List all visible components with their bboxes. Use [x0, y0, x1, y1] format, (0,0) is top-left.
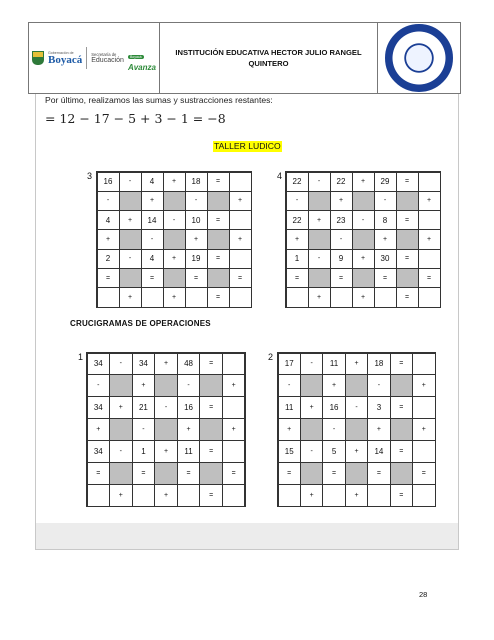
grid-cell: - — [185, 191, 208, 211]
grid-cell — [222, 484, 246, 507]
boyaca-logo-small: Gobernación de — [48, 50, 74, 55]
grid-cell: = — [199, 484, 223, 507]
grid-cell: - — [141, 229, 164, 249]
puzzle-number-1: 1 — [78, 352, 84, 362]
grid-cell — [322, 484, 345, 507]
logo-divider — [86, 47, 87, 69]
grid-cell: - — [87, 374, 111, 397]
grid-cell — [229, 210, 252, 230]
grid-cell: = — [390, 440, 413, 463]
grid-cell — [418, 172, 441, 192]
grid-cell: 10 — [185, 210, 208, 230]
puzzle-grid-4 — [285, 171, 441, 308]
formula: = 12 − 17 − 5 + 3 − 1 = −8 — [45, 111, 226, 126]
grid-cell: = — [199, 440, 223, 463]
shaded-cell — [109, 374, 133, 397]
grid-cell — [367, 484, 390, 507]
institution-title-line2: QUINTERO — [248, 59, 289, 68]
grid-cell: - — [308, 172, 331, 192]
grid-cell: - — [330, 229, 353, 249]
grid-cell: 34 — [132, 353, 156, 376]
grid-cell: + — [132, 374, 156, 397]
grid-cell: 9 — [330, 249, 353, 269]
grid-cell: + — [87, 418, 111, 441]
grid-cell: + — [345, 484, 368, 507]
grid-cell: = — [141, 268, 164, 288]
grid-cell — [412, 396, 435, 419]
puzzle-number-3: 3 — [87, 171, 93, 181]
grid-cell: 11 — [278, 396, 301, 419]
shaded-cell — [345, 418, 368, 441]
grid-cell: = — [278, 462, 301, 485]
grid-cell: + — [154, 353, 178, 376]
institution-title-line1: INSTITUCIÓN EDUCATIVA HECTOR JULIO RANGEL — [175, 48, 362, 57]
grid-cell: = — [374, 268, 397, 288]
grid-cell: + — [345, 353, 368, 376]
grid-cell: 15 — [278, 440, 301, 463]
shaded-cell — [300, 462, 323, 485]
grid-cell: + — [418, 229, 441, 249]
grid-cell: 5 — [322, 440, 345, 463]
grid-cell: = — [207, 210, 230, 230]
grid-cell: + — [367, 418, 390, 441]
grid-cell: = — [207, 172, 230, 192]
grid-cell: 18 — [185, 172, 208, 192]
grid-cell: 18 — [367, 353, 390, 376]
grid-cell: 30 — [374, 249, 397, 269]
grid-cell — [141, 287, 164, 307]
shaded-cell — [396, 229, 419, 249]
grid-cell — [229, 287, 252, 307]
grid-cell: = — [390, 353, 413, 376]
grid-cell: = — [390, 396, 413, 419]
grid-cell: + — [345, 440, 368, 463]
shaded-cell — [308, 191, 331, 211]
grid-cell — [132, 484, 156, 507]
grid-cell: = — [87, 462, 111, 485]
grid-cell: 16 — [322, 396, 345, 419]
grid-cell: + — [352, 249, 375, 269]
shaded-cell — [396, 191, 419, 211]
shaded-cell — [352, 191, 375, 211]
grid-cell: - — [278, 374, 301, 397]
shaded-cell — [163, 191, 186, 211]
shaded-cell — [396, 268, 419, 288]
grid-cell — [374, 287, 397, 307]
grid-cell — [222, 396, 246, 419]
grid-cell — [418, 210, 441, 230]
grid-cell: 29 — [374, 172, 397, 192]
shaded-cell — [119, 191, 142, 211]
grid-cell: + — [222, 418, 246, 441]
grid-cell — [412, 440, 435, 463]
grid-cell: = — [229, 268, 252, 288]
grid-cell — [412, 353, 435, 376]
secretaria-text: Secretaría de — [91, 51, 117, 57]
grid-cell: + — [177, 418, 201, 441]
grid-cell: = — [222, 462, 246, 485]
grid-cell: - — [109, 440, 133, 463]
shaded-cell — [300, 418, 323, 441]
page-header — [28, 22, 461, 94]
shaded-cell — [109, 462, 133, 485]
grid-cell: 4 — [141, 249, 164, 269]
grid-cell — [229, 249, 252, 269]
grid-cell: + — [229, 191, 252, 211]
grid-cell: + — [278, 418, 301, 441]
grid-cell: = — [177, 462, 201, 485]
grid-cell — [418, 249, 441, 269]
grid-cell: = — [199, 396, 223, 419]
grid-cell: - — [352, 210, 375, 230]
boyaca-shield-icon — [32, 51, 44, 65]
grid-cell: + — [119, 210, 142, 230]
grid-cell: - — [132, 418, 156, 441]
grid-cell: + — [229, 229, 252, 249]
header-logos — [29, 23, 160, 93]
intro-text: Por último, realizamos las sumas y sustracciones restantes: — [45, 95, 273, 105]
grid-cell: + — [109, 396, 133, 419]
grid-cell: 34 — [87, 440, 111, 463]
avanza-text: Avanza — [127, 62, 156, 72]
shaded-cell — [390, 462, 413, 485]
shaded-cell — [109, 418, 133, 441]
shaded-cell — [390, 374, 413, 397]
shaded-cell — [390, 418, 413, 441]
grid-cell: + — [163, 172, 186, 192]
boyaca-logo — [48, 51, 82, 66]
grid-cell: 4 — [97, 210, 120, 230]
shaded-cell — [199, 462, 223, 485]
grid-cell: 14 — [367, 440, 390, 463]
grid-cell: = — [396, 172, 419, 192]
grid-cell: = — [396, 287, 419, 307]
grid-cell: 23 — [330, 210, 353, 230]
avanza-logo — [128, 45, 156, 72]
shaded-cell — [300, 374, 323, 397]
grid-cell: = — [185, 268, 208, 288]
puzzle-number-4: 4 — [277, 171, 283, 181]
grid-cell: 14 — [141, 210, 164, 230]
grid-cell: + — [154, 440, 178, 463]
grid-cell: = — [97, 268, 120, 288]
shaded-cell — [308, 229, 331, 249]
grid-cell: 19 — [185, 249, 208, 269]
grid-cell: + — [300, 484, 323, 507]
grid-cell: = — [390, 484, 413, 507]
shaded-cell — [352, 229, 375, 249]
puzzle-number-2: 2 — [268, 352, 274, 362]
shaded-cell — [308, 268, 331, 288]
grid-cell — [412, 484, 435, 507]
secretaria-logo — [91, 52, 124, 65]
shaded-cell — [199, 418, 223, 441]
grid-cell: + — [154, 484, 178, 507]
grid-cell: - — [308, 249, 331, 269]
grid-cell: 11 — [177, 440, 201, 463]
grid-cell: + — [109, 484, 133, 507]
grid-cell: + — [330, 191, 353, 211]
grid-cell: + — [163, 249, 186, 269]
grid-cell: 22 — [286, 210, 309, 230]
grid-cell: 1 — [132, 440, 156, 463]
grid-cell: + — [374, 229, 397, 249]
grid-cell: 17 — [278, 353, 301, 376]
grid-cell: 8 — [374, 210, 397, 230]
grid-cell: - — [154, 396, 178, 419]
shaded-cell — [163, 268, 186, 288]
grid-cell: - — [300, 440, 323, 463]
grid-cell — [278, 484, 301, 507]
shaded-cell — [154, 374, 178, 397]
grid-cell: - — [345, 396, 368, 419]
shaded-cell — [154, 462, 178, 485]
grid-cell — [418, 287, 441, 307]
grid-cell: - — [163, 210, 186, 230]
grid-cell: + — [308, 210, 331, 230]
shaded-cell — [163, 229, 186, 249]
section-subtitle: CRUCIGRAMAS DE OPERACIONES — [70, 319, 211, 328]
grid-cell: 2 — [97, 249, 120, 269]
header-seal — [378, 23, 460, 93]
grid-cell: 34 — [87, 396, 111, 419]
grid-cell: = — [199, 353, 223, 376]
grid-cell: - — [119, 249, 142, 269]
shaded-cell — [119, 268, 142, 288]
grid-cell: = — [412, 462, 435, 485]
grid-cell: + — [185, 229, 208, 249]
grid-cell: - — [300, 353, 323, 376]
taller-ludico-label: TALLER LUDICO — [214, 141, 281, 151]
shaded-cell — [199, 374, 223, 397]
grid-cell: + — [412, 374, 435, 397]
shaded-cell — [345, 462, 368, 485]
grid-cell: + — [352, 172, 375, 192]
grid-cell: - — [374, 191, 397, 211]
grid-cell — [87, 484, 111, 507]
puzzle-grid-2 — [277, 352, 436, 507]
grid-cell: + — [163, 287, 186, 307]
grid-cell: 22 — [286, 172, 309, 192]
grid-cell: 11 — [322, 353, 345, 376]
grid-cell: = — [396, 249, 419, 269]
shaded-cell — [207, 229, 230, 249]
grid-cell: - — [97, 191, 120, 211]
grid-cell — [97, 287, 120, 307]
grid-cell: + — [300, 396, 323, 419]
grid-cell: + — [222, 374, 246, 397]
grid-cell — [229, 172, 252, 192]
grid-cell: 1 — [286, 249, 309, 269]
grid-cell: - — [286, 191, 309, 211]
grid-cell — [330, 287, 353, 307]
puzzle-grid-3 — [96, 171, 252, 308]
grid-cell: = — [132, 462, 156, 485]
avanza-badge: Boyacá — [129, 54, 142, 59]
institution-seal-icon — [385, 24, 453, 92]
institution-title — [160, 23, 378, 93]
shaded-cell — [119, 229, 142, 249]
grid-cell: 3 — [367, 396, 390, 419]
grid-cell: + — [412, 418, 435, 441]
grid-cell: 22 — [330, 172, 353, 192]
page-number: 28 — [419, 590, 428, 599]
grid-cell: 16 — [177, 396, 201, 419]
grid-cell: 4 — [141, 172, 164, 192]
grid-cell: + — [308, 287, 331, 307]
grid-cell: = — [330, 268, 353, 288]
grid-cell: 34 — [87, 353, 111, 376]
grid-cell — [185, 287, 208, 307]
grid-cell: = — [367, 462, 390, 485]
grid-cell: + — [286, 229, 309, 249]
shaded-cell — [207, 268, 230, 288]
shaded-cell — [352, 268, 375, 288]
grid-cell — [286, 287, 309, 307]
shaded-cell — [345, 374, 368, 397]
grid-cell: = — [207, 249, 230, 269]
boyaca-logo-text: Boyacá — [48, 53, 83, 66]
grid-cell: = — [396, 210, 419, 230]
grid-cell: 16 — [97, 172, 120, 192]
grid-cell: 48 — [177, 353, 201, 376]
shaded-cell — [207, 191, 230, 211]
grid-cell: = — [322, 462, 345, 485]
grid-cell: + — [141, 191, 164, 211]
grid-cell: = — [286, 268, 309, 288]
shaded-cell — [154, 418, 178, 441]
grid-cell — [222, 440, 246, 463]
grid-cell — [177, 484, 201, 507]
puzzle-grid-1 — [86, 352, 246, 507]
grid-cell: + — [119, 287, 142, 307]
grid-cell: + — [322, 374, 345, 397]
educacion-text: Educación — [91, 56, 124, 64]
grid-cell: + — [418, 191, 441, 211]
grid-cell: - — [119, 172, 142, 192]
grid-cell: 21 — [132, 396, 156, 419]
grid-cell: - — [367, 374, 390, 397]
grid-cell: = — [418, 268, 441, 288]
gray-footer-band — [36, 523, 458, 549]
grid-cell: - — [322, 418, 345, 441]
grid-cell: + — [352, 287, 375, 307]
grid-cell: - — [177, 374, 201, 397]
grid-cell: + — [97, 229, 120, 249]
grid-cell — [222, 353, 246, 376]
grid-cell: = — [207, 287, 230, 307]
grid-cell: - — [109, 353, 133, 376]
